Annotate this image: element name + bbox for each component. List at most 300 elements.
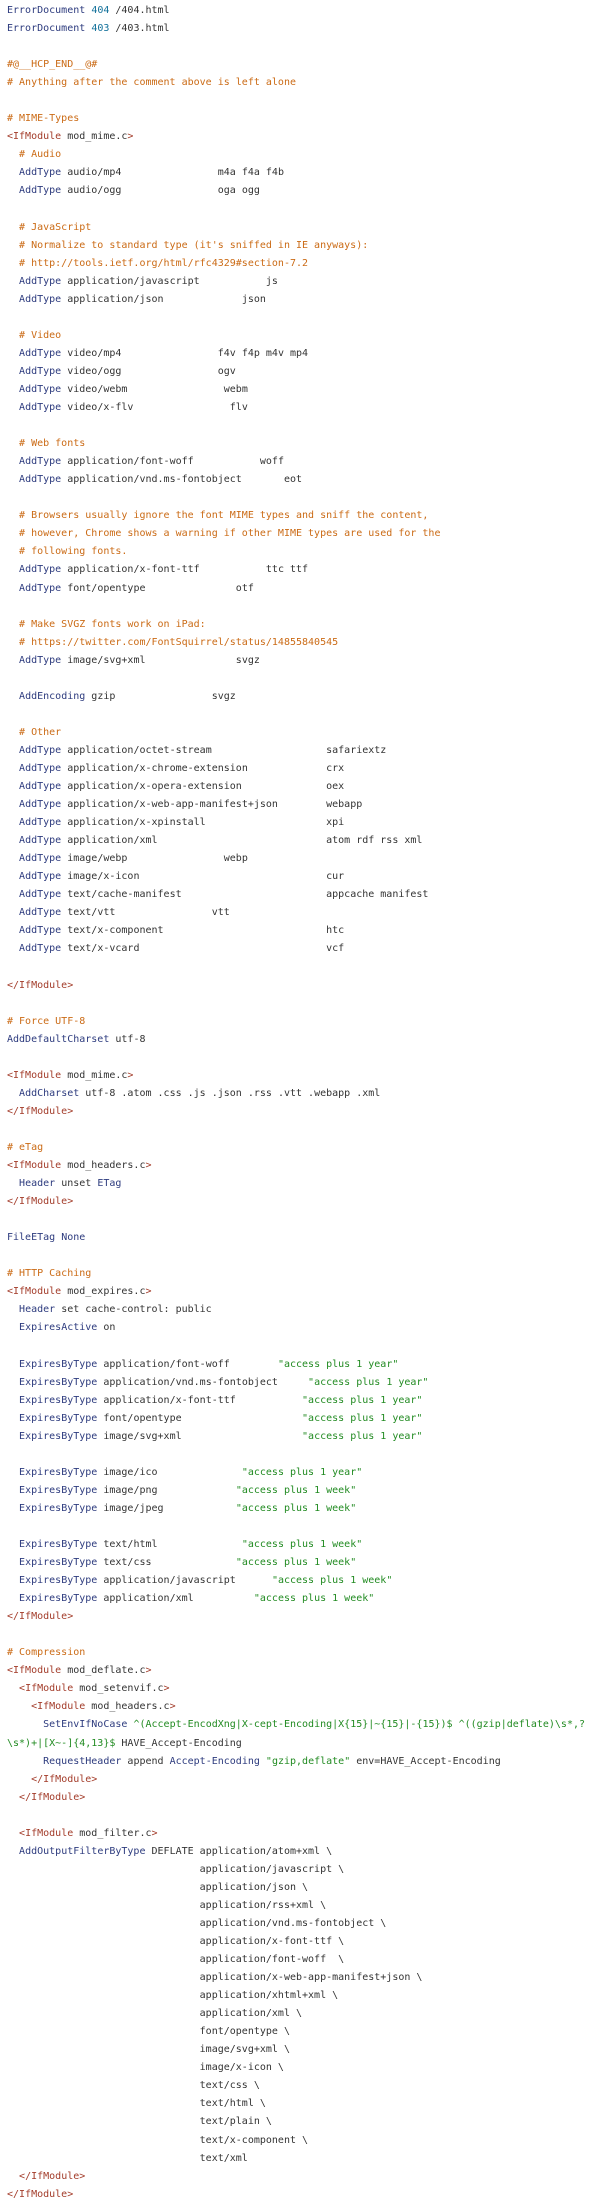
string-token: "access plus 1 week": [235, 1502, 357, 1514]
text-token: image/svg+xml: [97, 1430, 303, 1442]
code-line: [7, 580, 600, 598]
code-line: [7, 868, 600, 886]
directive-token: ExpiresByType: [19, 1502, 98, 1514]
code-line: [7, 2132, 600, 2150]
text-token: [7, 1828, 19, 1839]
code-line: [7, 146, 600, 164]
directive-token: AddType: [19, 853, 62, 865]
directive-token: ExpiresByType: [19, 1466, 98, 1478]
text-token: application/font-woff woff: [61, 456, 284, 468]
directive-token: AddType: [19, 835, 62, 847]
comment-token: # following fonts.: [7, 546, 128, 558]
text-token: application/x-font-ttf \: [7, 1936, 345, 1948]
directive-token: ExpiresByType: [19, 1430, 98, 1442]
text-token: append: [121, 1755, 170, 1767]
tag-token: </IfModule>: [19, 1791, 86, 1803]
tag-token: <IfModule: [7, 1286, 62, 1298]
comment-token: # Audio: [7, 149, 62, 161]
directive-token: ExpiresByType: [19, 1538, 98, 1550]
code-line: [7, 796, 600, 814]
code-line: [7, 1500, 600, 1518]
blank-line: [7, 309, 600, 327]
directive-token: AddType: [19, 167, 62, 179]
code-line: [7, 1933, 600, 1951]
code-line: [7, 1771, 600, 1789]
text-token: [7, 1377, 19, 1388]
directive-token: AddType: [19, 365, 62, 377]
text-token: [7, 1322, 19, 1333]
string-token: "access plus 1 week": [271, 1575, 393, 1587]
directive-token: ExpiresByType: [19, 1593, 98, 1605]
directive-token: Header: [19, 1304, 56, 1316]
comment-token: # Anything after the comment above is left alone: [7, 77, 296, 89]
code-line: [7, 1680, 600, 1698]
directive-token: RequestHeader: [43, 1755, 122, 1767]
text-token: [7, 1395, 19, 1406]
tag-token: <IfModule: [19, 1683, 74, 1695]
text-token: [7, 889, 19, 900]
code-line: [7, 453, 600, 471]
comment-token: # Compression: [7, 1647, 86, 1659]
string-token: "access plus 1 year": [277, 1358, 399, 1370]
comment-token: # HTTP Caching: [7, 1268, 92, 1280]
text-token: application/octet-stream safariextz: [61, 744, 387, 756]
text-token: DEFLATE application/atom+xml \: [145, 1845, 333, 1857]
text-token: [7, 583, 19, 594]
text-token: set cache-control: public: [55, 1304, 212, 1316]
text-token: application/json json: [61, 293, 266, 305]
code-line: [7, 561, 600, 579]
blank-line: [7, 670, 600, 688]
code-line: [7, 1229, 600, 1247]
text-token: [7, 1792, 19, 1803]
comment-token: # eTag: [7, 1141, 44, 1153]
code-line: [7, 2150, 600, 2168]
code-line: [7, 1103, 600, 1121]
text-token: application/xml atom rdf rss xml: [61, 835, 423, 847]
directive-token: AddType: [19, 817, 62, 829]
text-token: [7, 185, 19, 196]
code-line: [7, 760, 600, 778]
comment-token: # Video: [7, 329, 62, 341]
code-line: [7, 74, 600, 92]
tag-token: >: [145, 1665, 152, 1677]
code-line: [7, 1013, 600, 1031]
directive-token: AddType: [19, 402, 62, 414]
tag-token: >: [151, 1827, 158, 1839]
text-token: application/xml \: [7, 2008, 303, 2020]
text-token: application/javascript: [97, 1575, 272, 1587]
code-line: [7, 2186, 600, 2204]
text-token: mod_headers.c: [85, 1701, 170, 1713]
directive-token: AddType: [19, 762, 62, 774]
code-line: [7, 2005, 600, 2023]
code-line: [7, 832, 600, 850]
code-line: [7, 399, 600, 417]
code-line: [7, 2, 600, 20]
code-line: [7, 435, 600, 453]
text-token: text/xml: [7, 2152, 248, 2164]
blank-line: [7, 38, 600, 56]
code-line: [7, 2023, 600, 2041]
text-token: [7, 763, 19, 774]
code-line: [7, 1085, 600, 1103]
code-line: [7, 1951, 600, 1969]
text-token: application/x-web-app-manifest+json \: [7, 1972, 423, 1984]
blank-line: [7, 201, 600, 219]
comment-token: # Browsers usually ignore the font MIME types and sniff the content,: [7, 510, 429, 522]
text-token: [7, 167, 19, 178]
code-line: [7, 1608, 600, 1626]
text-token: video/ogg ogv: [61, 365, 236, 377]
directive-token: AddType: [19, 907, 62, 919]
text-token: [7, 1539, 19, 1550]
text-token: application/json \: [7, 1881, 309, 1893]
code-line: [7, 1698, 600, 1716]
blank-line: [7, 1626, 600, 1644]
tag-token: <IfModule: [7, 1069, 62, 1081]
text-token: image/webp webp: [61, 853, 248, 865]
text-token: text/css \: [7, 2080, 260, 2092]
number-token: 404: [91, 5, 110, 16]
text-token: image/x-icon cur: [61, 871, 345, 883]
text-token: application/vnd.ms-fontobject eot: [61, 474, 303, 486]
text-token: image/jpeg: [97, 1502, 236, 1514]
directive-token: ExpiresActive: [19, 1322, 98, 1334]
directive-token: AddType: [19, 564, 62, 576]
directive-token: AddEncoding: [19, 690, 86, 702]
code-line: [7, 2095, 600, 2113]
code-line: [7, 1139, 600, 1157]
text-token: [7, 853, 19, 864]
text-token: [7, 943, 19, 954]
text-token: [7, 907, 19, 918]
text-token: mod_filter.c: [73, 1827, 152, 1839]
text-token: [7, 781, 19, 792]
directive-token: ExpiresByType: [19, 1358, 98, 1370]
code-line: [7, 1157, 600, 1175]
code-line: [7, 237, 600, 255]
code-line: [7, 543, 600, 561]
code-line: [7, 1283, 600, 1301]
code-line: [7, 525, 600, 543]
comment-token: # http://tools.ietf.org/html/rfc4329#section-7.2: [7, 257, 309, 269]
text-token: audio/mp4 m4a f4a f4b: [61, 167, 284, 179]
directive-token: ExpiresByType: [19, 1575, 98, 1587]
directive-token: AddType: [19, 185, 62, 197]
text-token: [7, 348, 19, 359]
text-token: application/javascript \: [7, 1863, 345, 1875]
directive-token: AddType: [19, 456, 62, 468]
string-token: "gzip,deflate": [265, 1755, 351, 1767]
directive-token: AddType: [19, 744, 62, 756]
code-line: [7, 1753, 600, 1771]
code-line: [7, 381, 600, 399]
text-token: mod_headers.c: [61, 1160, 146, 1171]
text-token: text/vtt vtt: [61, 907, 230, 919]
text-token: application/vnd.ms-fontobject: [97, 1376, 309, 1388]
code-line: [7, 110, 600, 128]
comment-token: # JavaScript: [7, 221, 92, 233]
text-token: text/html: [97, 1538, 242, 1550]
text-token: application/x-chrome-extension crx: [61, 762, 345, 774]
code-line: [7, 1861, 600, 1879]
code-line: [7, 1590, 600, 1608]
string-token: "access plus 1 week": [235, 1557, 357, 1569]
directive-token: Header: [19, 1178, 56, 1190]
comment-token: # Normalize to standard type (it's sniffed in IE anyways):: [7, 239, 369, 251]
text-token: image/ico: [97, 1466, 242, 1478]
text-token: text/x-component \: [7, 2134, 309, 2146]
text-token: on: [97, 1322, 116, 1334]
code-line: [7, 2077, 600, 2095]
code-line: [7, 1301, 600, 1319]
text-token: text/x-component htc: [61, 925, 345, 937]
code-line: [7, 1319, 600, 1337]
text-token: image/png: [97, 1484, 236, 1496]
text-token: application/font-woff: [97, 1358, 278, 1370]
code-line: [7, 1716, 600, 1734]
tag-token: </IfModule>: [7, 1196, 74, 1208]
text-token: image/svg+xml \: [7, 2044, 290, 2056]
comment-token: # however, Chrome shows a warning if other MIME types are used for the: [7, 528, 441, 540]
tag-token: </IfModule>: [7, 2188, 74, 2200]
code-line: [7, 652, 600, 670]
code-line: [7, 742, 600, 760]
code-line: [7, 56, 600, 74]
text-token: [7, 366, 19, 377]
code-line: [7, 688, 600, 706]
text-token: [7, 745, 19, 756]
code-line: [7, 1464, 600, 1482]
code-line: [7, 886, 600, 904]
string-token: "access plus 1 week": [235, 1484, 357, 1496]
text-token: text/css: [97, 1557, 236, 1569]
code-line: [7, 507, 600, 525]
text-token: [7, 925, 19, 936]
text-token: text/plain \: [7, 2116, 272, 2128]
directive-token: SetEnvIfNoCase: [43, 1719, 128, 1731]
text-token: mod_setenvif.c: [73, 1683, 164, 1695]
code-line: [7, 1175, 600, 1193]
code-line: [7, 1392, 600, 1410]
text-token: application/vnd.ms-fontobject \: [7, 1917, 387, 1929]
code-line: [7, 940, 600, 958]
directive-token: FileETag: [7, 1232, 56, 1244]
text-token: video/x-flv flv: [61, 402, 248, 414]
blank-line: [7, 1121, 600, 1139]
directive-token: AddType: [19, 347, 62, 359]
code-line: [7, 1536, 600, 1554]
code-line: [7, 345, 600, 363]
text-token: image/x-icon \: [7, 2062, 284, 2074]
code-line: [7, 977, 600, 995]
text-token: application/rss+xml \: [7, 1899, 327, 1911]
code-line: [7, 2041, 600, 2059]
code-line: [7, 1879, 600, 1897]
code-line: [7, 1554, 600, 1572]
blank-line: [7, 1337, 600, 1355]
text-token: unset: [55, 1178, 98, 1190]
code-line: [7, 1987, 600, 2005]
text-token: [7, 474, 19, 485]
blank-line: [7, 1807, 600, 1825]
directive-token: ETag: [97, 1178, 122, 1190]
blank-line: [7, 489, 600, 507]
code-line: [7, 273, 600, 291]
comment-token: # Web fonts: [7, 438, 86, 450]
text-token: text/cache-manifest appcache manifest: [61, 889, 429, 901]
code-line: [7, 1428, 600, 1446]
tag-token: </IfModule>: [7, 1611, 74, 1623]
comment-token: # MIME-Types: [7, 113, 80, 125]
text-token: [7, 1431, 19, 1442]
text-token: text/x-vcard vcf: [61, 943, 345, 955]
code-line: [7, 128, 600, 146]
comment-token: # Force UTF-8: [7, 1015, 86, 1027]
string-token: "access plus 1 week": [241, 1538, 363, 1550]
tag-token: >: [145, 1160, 152, 1171]
text-token: application/javascript js: [61, 275, 278, 287]
text-token: [7, 817, 19, 828]
directive-token: None: [61, 1232, 86, 1244]
text-token: application/x-opera-extension oex: [61, 781, 345, 793]
tag-token: <IfModule: [7, 1160, 62, 1171]
text-token: [7, 402, 19, 413]
blank-line: [7, 92, 600, 110]
code-line: [7, 1915, 600, 1933]
directive-token: AddType: [19, 889, 62, 901]
directive-token: ErrorDocument: [7, 23, 86, 35]
directive-token: AddDefaultCharset: [7, 1033, 110, 1045]
directive-token: ExpiresByType: [19, 1557, 98, 1569]
text-token: [7, 1575, 19, 1586]
blank-line: [7, 958, 600, 976]
directive-token: AddType: [19, 654, 62, 666]
code-line: [7, 1374, 600, 1392]
string-token: ^((gzip|deflate)\s*,?: [458, 1719, 586, 1731]
tag-token: <IfModule: [19, 1827, 74, 1839]
directive-token: AddType: [19, 275, 62, 287]
tag-token: </IfModule>: [7, 1105, 74, 1117]
tag-token: </IfModule>: [7, 979, 74, 991]
tag-token: >: [127, 131, 134, 143]
code-line: [7, 164, 600, 182]
directive-token: AddType: [19, 383, 62, 395]
text-token: [7, 655, 19, 666]
blank-line: [7, 1211, 600, 1229]
blank-line: [7, 995, 600, 1013]
text-token: [7, 2171, 19, 2182]
string-token: "access plus 1 year": [308, 1376, 429, 1388]
text-token: [7, 1178, 19, 1189]
text-token: [7, 799, 19, 810]
tag-token: >: [163, 1683, 170, 1695]
blank-line: [7, 1049, 600, 1067]
text-token: [7, 294, 19, 305]
text-token: [7, 1846, 19, 1857]
code-line: [7, 1193, 600, 1211]
code-line: [7, 904, 600, 922]
code-line: [7, 1265, 600, 1283]
code-line: [7, 2168, 600, 2186]
comment-token: # Other: [7, 726, 62, 738]
string-token: "access plus 1 year": [302, 1430, 423, 1442]
string-token: "access plus 1 week": [253, 1593, 375, 1605]
text-token: font/opentype: [97, 1412, 303, 1424]
text-token: HAVE_Accept-Encoding: [115, 1737, 242, 1749]
directive-token: AddType: [19, 293, 62, 305]
directive-token: ExpiresByType: [19, 1394, 98, 1406]
code-line: [7, 182, 600, 200]
code-line: [7, 814, 600, 832]
text-token: [7, 564, 19, 575]
directive-token: ExpiresByType: [19, 1376, 98, 1388]
text-token: [7, 1719, 43, 1730]
text-token: [7, 835, 19, 846]
text-token: utf-8: [109, 1033, 146, 1045]
code-line: [7, 2059, 600, 2077]
code-line: [7, 778, 600, 796]
blank-line: [7, 417, 600, 435]
directive-token: ExpiresByType: [19, 1484, 98, 1496]
code-line: [7, 1662, 600, 1680]
directive-token: ErrorDocument: [7, 5, 86, 16]
tag-token: >: [169, 1701, 176, 1713]
blank-line: [7, 1446, 600, 1464]
text-token: gzip svgz: [85, 690, 236, 702]
directive-token: AddType: [19, 582, 62, 594]
code-line: [7, 922, 600, 940]
directive-token: AddType: [19, 925, 62, 937]
tag-token: </IfModule>: [31, 1773, 98, 1785]
code-line: [7, 1572, 600, 1590]
code-line: [7, 724, 600, 742]
text-token: /403.html: [109, 23, 170, 35]
text-token: video/mp4 f4v f4p m4v mp4: [61, 347, 309, 359]
blank-line: [7, 1247, 600, 1265]
code-line: [7, 219, 600, 237]
comment-token: # https://twitter.com/FontSquirrel/status/14855840545: [7, 636, 339, 648]
code-line: [7, 1897, 600, 1915]
directive-token: AddType: [19, 799, 62, 811]
code-line: [7, 1969, 600, 1987]
text-token: application/xml: [97, 1593, 254, 1605]
comment-token: # Make SVGZ fonts work on iPad:: [7, 618, 206, 630]
text-token: application/x-font-ttf ttc ttf: [61, 564, 309, 576]
string-token: "access plus 1 year": [302, 1394, 423, 1406]
code-line: [7, 1482, 600, 1500]
text-token: [7, 1088, 19, 1099]
code-line: [7, 616, 600, 634]
text-token: [7, 1503, 19, 1514]
text-token: font/opentype otf: [61, 582, 254, 594]
text-token: [7, 1359, 19, 1370]
directive-token: AddType: [19, 781, 62, 793]
text-token: video/webm webm: [61, 383, 248, 395]
text-token: application/x-web-app-manifest+json webapp: [61, 799, 363, 811]
tag-token: <IfModule: [7, 131, 62, 143]
text-token: [7, 1593, 19, 1604]
tag-token: <IfModule: [7, 1665, 62, 1677]
text-token: font/opentype \: [7, 2026, 290, 2038]
directive-token: AddType: [19, 871, 62, 883]
text-token: [7, 1683, 19, 1694]
code-line: [7, 1735, 600, 1753]
code-line: [7, 327, 600, 345]
tag-token: </IfModule>: [19, 2170, 86, 2182]
text-token: [7, 384, 19, 395]
